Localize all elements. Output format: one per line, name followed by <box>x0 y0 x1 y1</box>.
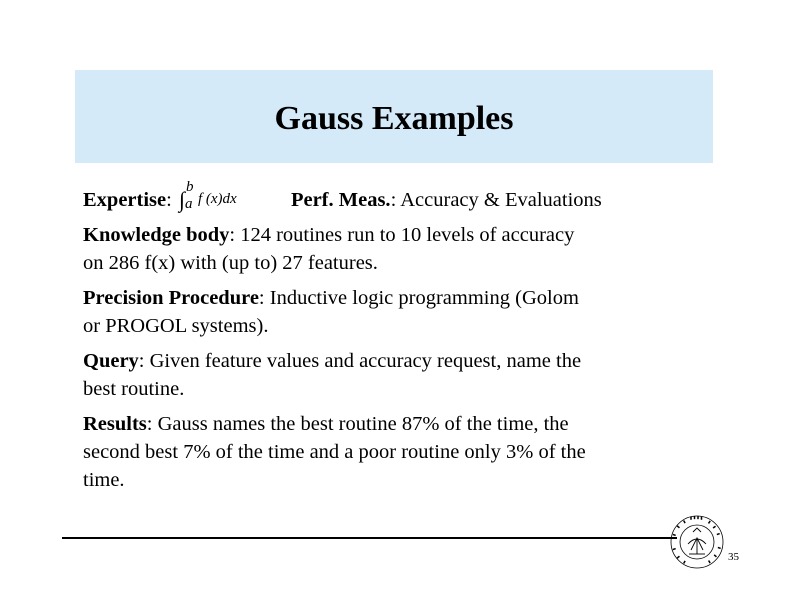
integral-formula <box>177 179 257 214</box>
expertise-colon: : <box>166 189 172 211</box>
knowledge-line-2 <box>83 249 713 277</box>
results-text-2: second best 7% of the time and a poor routine only 3% of the <box>83 441 586 463</box>
footer-rule <box>62 537 677 539</box>
integral-body: f (x)dx <box>197 191 237 207</box>
integral-lower-limit: a <box>184 196 193 212</box>
query-line-1 <box>83 347 713 375</box>
query-text-1: : Given feature values and accuracy request, name the <box>138 350 582 372</box>
results-text-3: time. <box>83 469 125 491</box>
expertise-line <box>83 179 713 214</box>
perf-text: : Accuracy & Evaluations <box>390 189 602 211</box>
results-label: Results <box>83 413 147 435</box>
precision-text-1: : Inductive logic programming (Golom <box>258 287 579 309</box>
knowledge-label: Knowledge body <box>83 224 230 246</box>
expertise-label: Expertise <box>83 189 167 211</box>
knowledge-line-1 <box>83 221 713 249</box>
knowledge-text-1: : 124 routines run to 10 levels of accuracy <box>229 224 575 246</box>
precision-text-2: or PROGOL systems). <box>83 315 269 337</box>
precision-label: Precision Procedure <box>83 287 259 309</box>
precision-line-1 <box>83 284 713 312</box>
integral-upper-limit: b <box>185 179 194 195</box>
results-line-2 <box>83 438 713 466</box>
slide-title: Gauss Examples <box>274 99 514 137</box>
precision-line-2 <box>83 312 713 340</box>
query-label: Query <box>83 350 139 372</box>
integral-sign: ∫ <box>178 187 185 212</box>
results-line-1 <box>83 410 713 438</box>
knowledge-text-2: on 286 f(x) with (up to) 27 features. <box>83 252 378 274</box>
query-text-2: best routine. <box>83 378 185 400</box>
title-band <box>75 70 713 163</box>
perf-label: Perf. Meas. <box>290 189 391 211</box>
results-text-1: : Gauss names the best routine 87% of the time, the <box>146 413 569 435</box>
university-seal-icon <box>669 514 725 570</box>
query-line-2 <box>83 375 713 403</box>
page-number: 35 <box>728 551 739 563</box>
results-line-3 <box>83 466 713 494</box>
slide-content <box>83 179 713 494</box>
